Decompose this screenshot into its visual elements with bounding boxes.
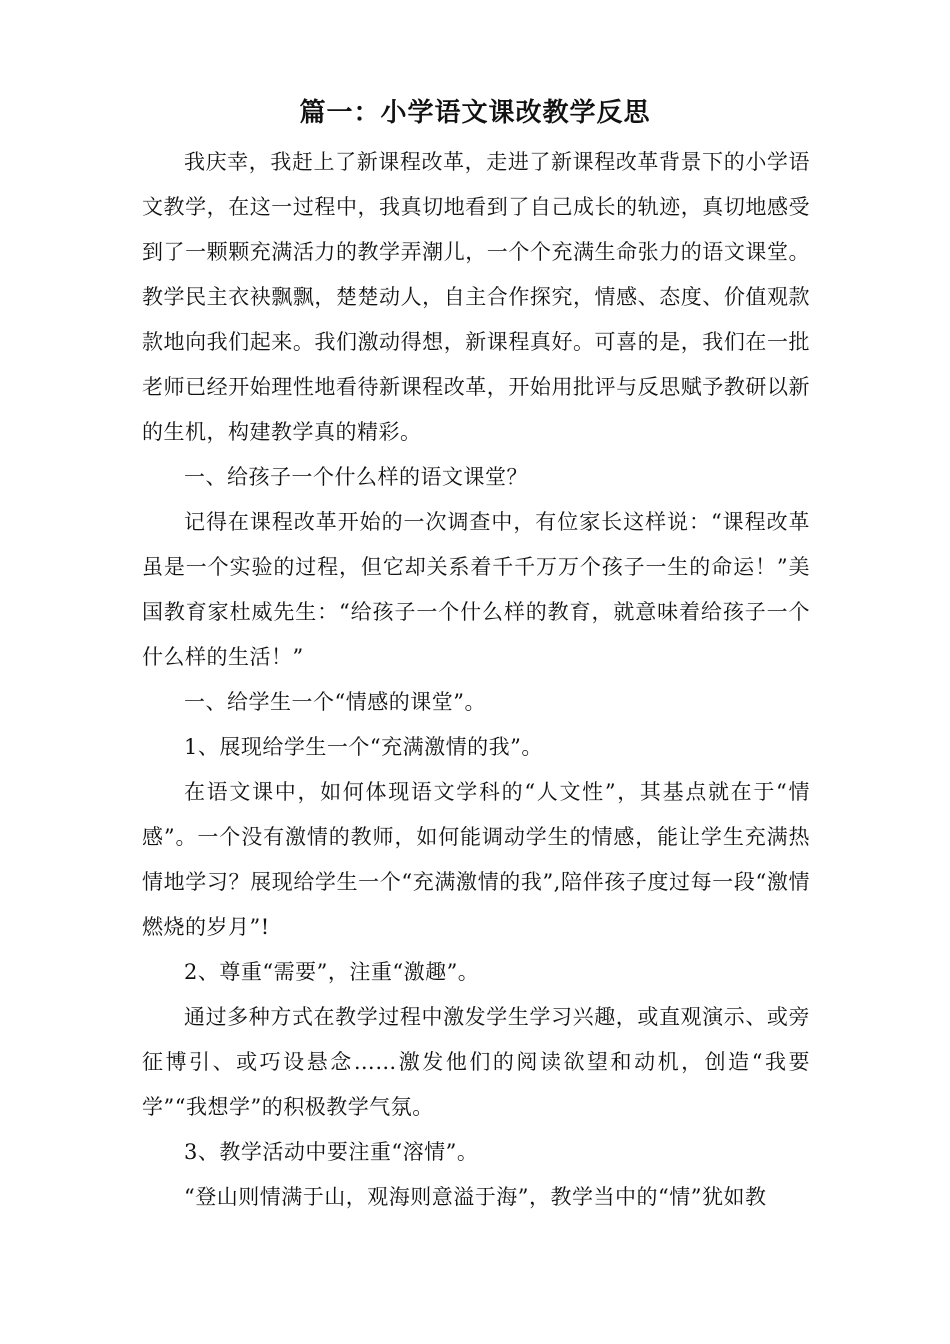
paragraph-intro: 我庆幸，我赶上了新课程改革，走进了新课程改革背景下的小学语文教学，在这一过程中，我真切地看到了自己成长的轨迹，真切地感受到了一颗颗充满活力的教学弄潮儿，一个个充满生命张力的语文课堂。教学民主衣袂飘飘，楚楚动人，自主合作探究，情感、态度、价值观款款地向我们起来。我们激动得想，新课程真好。可喜的是，我们在一批老师已经开始理性地看待新课程改革，开始用批评与反思赋予教研以新的生机，构建教学真的精彩。	[142, 150, 810, 444]
paragraph-interest: 通过多种方式在教学过程中激发学生学习兴趣，或直观演示、或旁征博引、或巧设悬念……激发他们的阅读欲望和动机，创造“我要学”“我想学”的积极教学气氛。	[142, 1005, 810, 1119]
heading-section-1: 一、给孩子一个什么样的语文课堂？	[184, 465, 528, 489]
heading-point-2: 2、尊重“需要”，注重“激趣”。	[184, 960, 480, 984]
document-body	[142, 140, 810, 1220]
paragraph-humanism: 在语文课中，如何体现语文学科的“人文性”，其基点就在于“情感”。一个没有激情的教师，如何能调动学生的情感，能让学生充满热情地学习？展现给学生一个“充满激情的我”,陪伴孩子度过每一段“激情燃烧的岁月”!	[142, 780, 810, 939]
heading-point-3: 3、教学活动中要注重“溶情”。	[184, 1140, 479, 1164]
paragraph-survey: 记得在课程改革开始的一次调查中，有位家长这样说：“课程改革虽是一个实验的过程，但它却关系着千千万万个孩子一生的命运！”美国教育家杜威先生：“给孩子一个什么样的教育，就意味着给孩子一个什么样的生活！”	[142, 510, 810, 669]
heading-emotional-classroom: 一、给学生一个“情感的课堂”。	[184, 690, 486, 714]
heading-point-1: 1、展现给学生一个“充满激情的我”。	[184, 735, 543, 759]
document-title: 篇一：小学语文课改教学反思	[299, 98, 651, 128]
paragraph-emotion: “登山则情满于山，观海则意溢于海”，教学当中的“情”犹如教	[184, 1185, 767, 1209]
